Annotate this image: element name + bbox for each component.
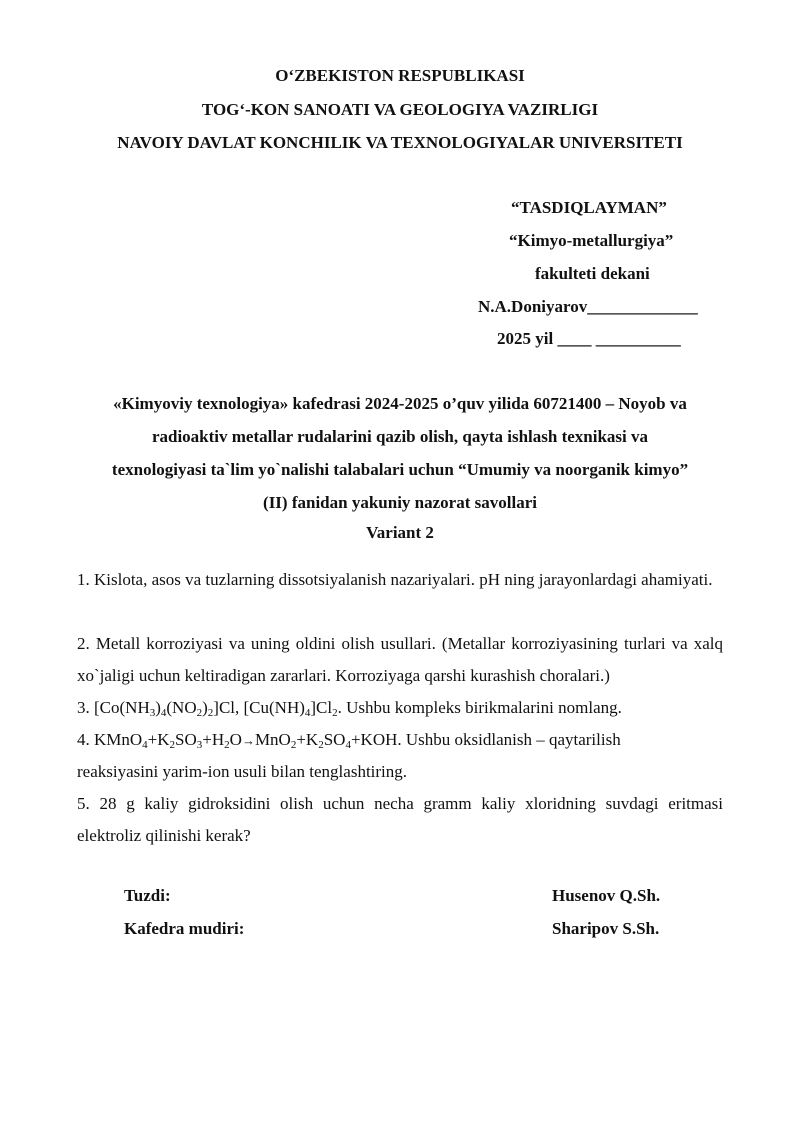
approval-name-line: N.A.Doniyarov_____________ xyxy=(478,297,698,316)
question-4: 4. $KMnO_4+K_2SO_3+H_2O\to MnO_2+K_2SO_4+KOH$. Ushbu oksidlanish – qaytarilish xyxy=(77,730,621,751)
compiled-name: Husenov Q.Sh. xyxy=(552,886,661,905)
title-line-2: radioaktiv metallar rudalarini qazib olish, qayta ishlash texnikasi va xyxy=(151,427,649,446)
title-line-1: «Kimyoviy texnologiya» kafedrasi 2024-2025 o’quv yilida 60721400 – Noyob va xyxy=(113,394,687,413)
question-5: 5. 28 g kaliy gidroksidini olish uchun necha gramm kaliy xloridning suvdagi eritmasi elektroliz qilinishi kerak? xyxy=(77,794,723,845)
compiled-label: Tuzdi: xyxy=(124,886,171,905)
question-2: 2. Metall korroziyasi va uning oldini olish usullari. (Metallar korroziyasining turlari va xalq xo`jaligi uchun keltiradigan zararlari. Korroziyaga qarshi kurashish choralari.) xyxy=(77,634,723,685)
header-university: NAVOIY DAVLAT KONCHILIK VA TEXNOLOGIYALAR UNIVERSITETI xyxy=(117,133,683,152)
question-3: 3. $[Co(NH_3)_4(NO_2)_2]Cl$, $[Cu(NH)_4]Cl_2$. Ushbu kompleks birikmalarini nomlang. xyxy=(77,698,622,719)
head-name: Sharipov S.Sh. xyxy=(552,919,660,938)
approval-faculty: “Kimyo-metallurgiya” xyxy=(509,231,674,250)
approval-title: “TASDIQLAYMAN” xyxy=(511,198,667,217)
variant-label: Variant 2 xyxy=(366,523,434,542)
title-line-4: (II) fanidan yakuniy nazorat savollari xyxy=(263,493,537,512)
approval-dean: fakulteti dekani xyxy=(535,264,650,283)
question-4-continued: reaksiyasini yarim-ion usuli bilan tenglashtiring. xyxy=(77,762,408,781)
question-1: 1. Kislota, asos va tuzlarning dissotsiyalanish nazariyalari. pH ning jarayonlardagi ahamiyati. xyxy=(77,570,713,589)
reaction-arrow: → xyxy=(241,733,255,748)
title-line-3: texnologiyasi ta`lim yo`nalishi talabalari uchun “Umumiy va noorganik kimyo” xyxy=(111,460,689,479)
header-ministry: TOG‘-KON SANOATI VA GEOLOGIYA VAZIRLIGI xyxy=(201,100,599,119)
head-label: Kafedra mudiri: xyxy=(124,919,245,938)
approval-date-line: 2025 yil ____ __________ xyxy=(497,329,681,348)
header-republic: O‘ZBEKISTON RESPUBLIKASI xyxy=(275,66,525,85)
